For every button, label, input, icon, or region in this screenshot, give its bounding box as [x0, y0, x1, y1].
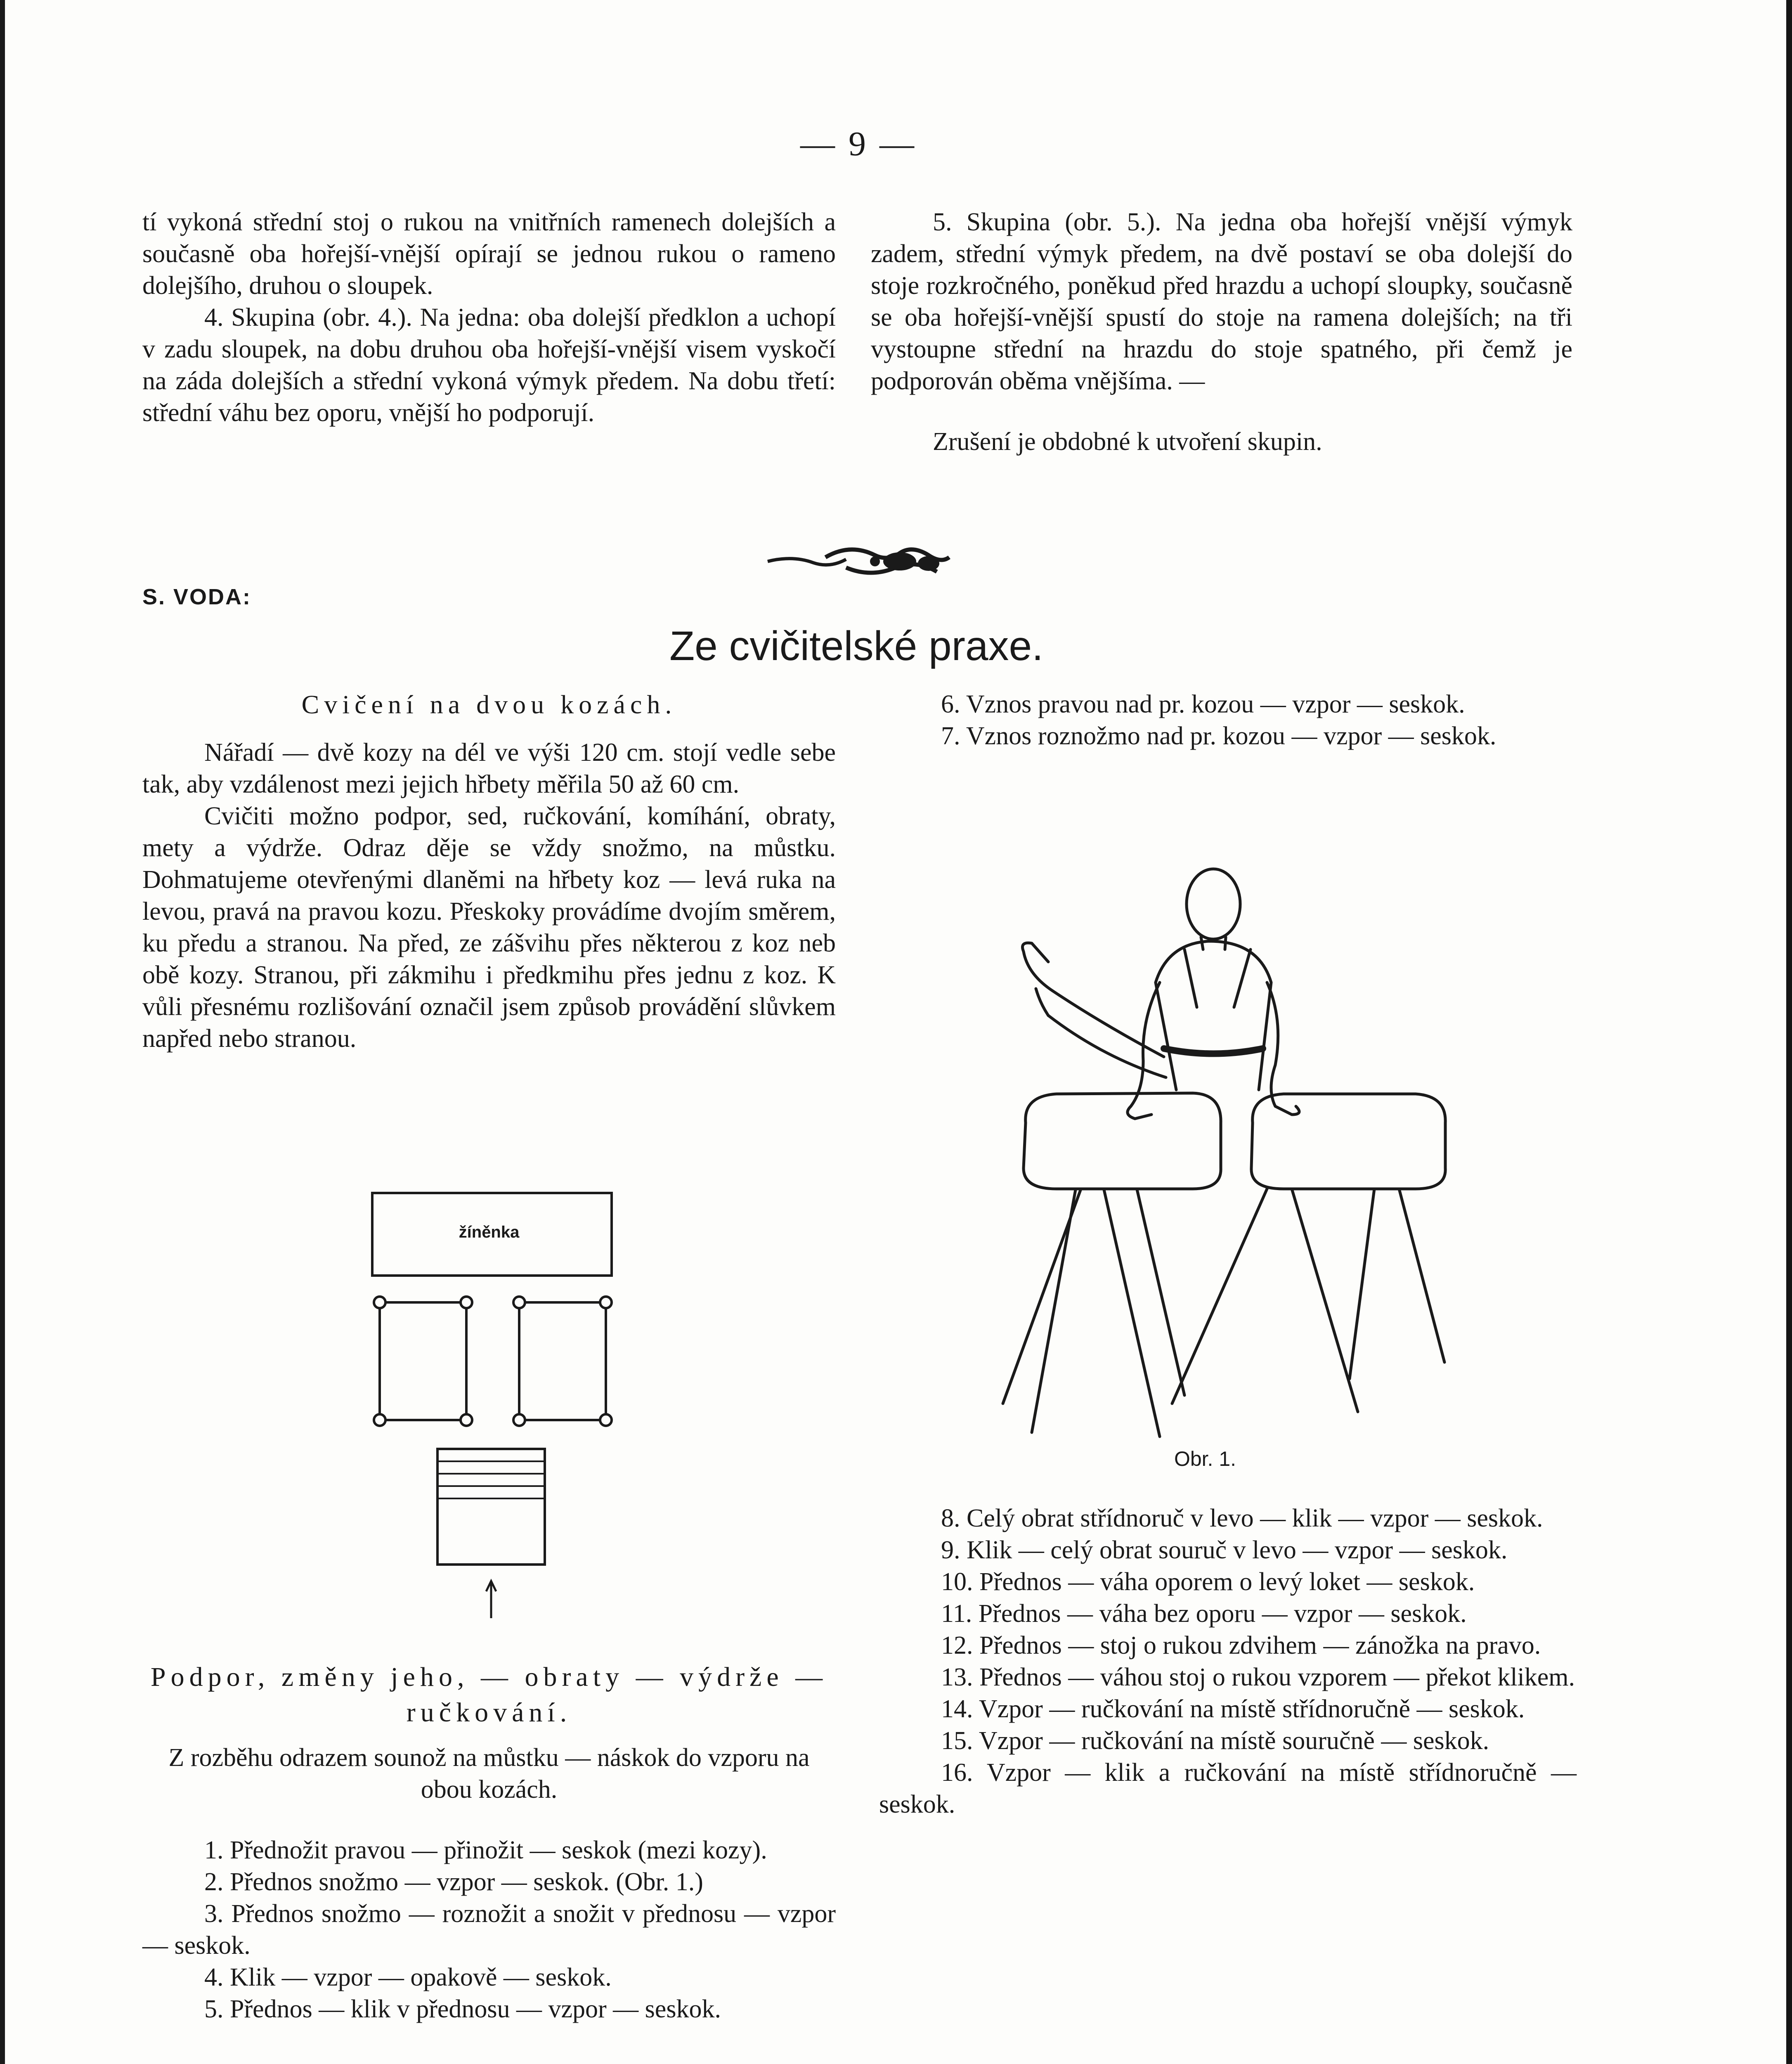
page-number: — 9 — [800, 125, 917, 163]
section-heading: Podpor, změny jeho, — obraty — výdrže — ručkování. [150, 1662, 828, 1728]
horse-left-outline [374, 1297, 472, 1426]
list-item: 9. Klik — celý obrat souruč v levo — vzpor — seskok. [941, 1536, 1508, 1564]
horse-right-outline [513, 1297, 612, 1426]
paragraph: 5. Skupina (obr. 5.). Na jedna oba hořejší vnější výmyk zadem, střední výmyk předem, na dvě postaví se oba dolejší do stoje rozkročného, poněkud před hrazdu a uchopí sloupky, současně se oba hořejší-vnější spustí do stoje na ramena dolejších; na tři vystoupne střední na hrazdu do stoje spatného, při čemž je podporován oběma vnějšíma. — [871, 208, 1572, 395]
springboard [437, 1449, 545, 1565]
approach-arrow-icon [486, 1581, 496, 1618]
figure-caption: Obr. 1. [1174, 1447, 1236, 1470]
article-author: S. VODA: [142, 585, 252, 609]
list-item: 1. Přednožit pravou — přinožit — seskok (mezi kozy). [204, 1836, 767, 1864]
section-heading: Cvičení na dvou kozách. [301, 690, 677, 719]
list-item: 16. Vzpor — klik a ručkování na místě střídnoručně — seskok. [879, 1759, 1577, 1818]
list-item: 10. Přednos — váha oporem o levý loket — seskok. [941, 1568, 1475, 1596]
paragraph: Zrušení je obdobné k utvoření skupin. [933, 428, 1322, 456]
list-item: 11. Přednos — váha bez oporu — vzpor — seskok. [941, 1600, 1467, 1628]
paragraph: Nářadí — dvě kozy na dél ve výši 120 cm. stojí vedle sebe tak, aby vzdálenost mezi jejich hřbety měřila 50 až 60 cm. [142, 738, 836, 798]
list-item: 5. Přednos — klik v přednosu — vzpor — seskok. [204, 1995, 721, 2023]
list-item: 6. Vznos pravou nad pr. kozou — vzpor — seskok. [941, 690, 1465, 718]
page-left-edge [0, 0, 5, 2064]
apparatus-diagram [363, 1185, 627, 1622]
exercise-list-right-top [879, 689, 1577, 752]
mat-label: žíněnka [459, 1223, 520, 1241]
page-right-edge [1786, 0, 1792, 2064]
exercise-list-right-bottom [879, 1503, 1577, 1820]
list-item: 3. Přednos snožmo — roznožit a snožit v přednosu — vzpor — seskok. [142, 1900, 836, 1960]
list-item: 14. Vzpor — ručkování na místě střídnoručně — seskok. [941, 1695, 1525, 1723]
article-intro [142, 737, 836, 1055]
list-item: 12. Přednos — stoj o rukou zdvihem — zánožka na pravo. [941, 1631, 1541, 1659]
exercise-list-left [142, 1742, 836, 2025]
list-item: 13. Přednos — váhou stoj o rukou vzporem — překot klikem. [941, 1663, 1575, 1691]
lead-paragraph: Z rozběhu odrazem sounož na můstku — náskok do vzporu na obou kozách. [168, 1744, 810, 1804]
list-item: 15. Vzpor — ručkování na místě souručně — seskok. [941, 1727, 1489, 1755]
paragraph: Cvičiti možno podpor, sed, ručkování, komíhání, obraty, mety a výdrže. Odraz děje se vždy snožmo, na můstku. Dohmatujeme otevřenými dlaněmi na hřbety koz — levá ruka na levou, pravá na pravou kozu. Přeskoky provádíme dvojím směrem, ku předu a stranou. Na před, ze zášvihu přes některou z koz neb obě kozy. Stranou, při zákmihu i předkmihu přes jednu z koz. K vůli přesnému rozlišování označil jsem způsob provádění slůvkem napřed nebo stranou. [142, 802, 836, 1053]
prev-article-column-2 [871, 206, 1572, 458]
prev-article-column-1 [142, 206, 836, 429]
list-item: 4. Klik — vzpor — opakově — seskok. [204, 1963, 612, 1991]
article-title: Ze cvičitelské praxe. [669, 623, 1043, 669]
paragraph: tí vykoná střední stoj o rukou na vnitřních ramenech dolejších a současně oba hořejší-vnější opírají se jednou rukou o rameno dolejšího, druhou o sloupek. [142, 208, 836, 300]
list-item: 7. Vznos roznožmo nad pr. kozou — vzpor — seskok. [941, 722, 1496, 750]
paragraph: 4. Skupina (obr. 4.). Na jedna: oba dolejší předklon a uchopí v zadu sloupek, na dobu druhou oba hořejší-vnější visem vyskočí na záda dolejších a střední vykoná výmyk předem. Na dobu třetí: střední váhu bez oporu, vnější ho podporují. [142, 303, 836, 427]
list-item: 8. Celý obrat střídnoruč v levo — klik — vzpor — seskok. [941, 1504, 1543, 1532]
ornament-divider [764, 539, 953, 584]
list-item: 2. Přednos snožmo — vzpor — seskok. (Obr. 1.) [204, 1868, 703, 1896]
gymnast-illustration [978, 826, 1519, 1445]
